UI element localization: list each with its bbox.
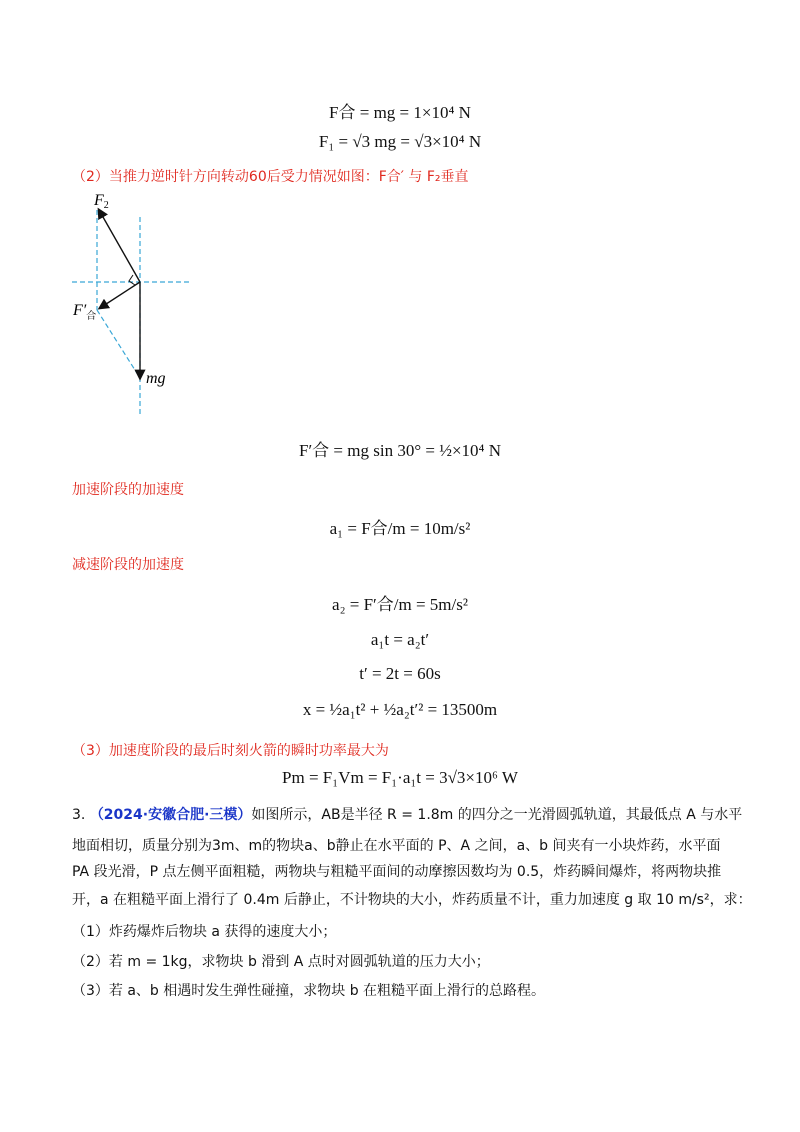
arrow-f2 [99,210,140,282]
part3-heading: （3）加速度阶段的最后时刻火箭的瞬时功率最大为 [72,743,389,759]
equation-f1: F₁ = √3 mg = √3×10⁴ N [318,132,482,151]
equation-time: t′ = 2t = 60s [359,664,441,683]
problem-line-4: 开，a 在粗糙平面上滑行了 0.4m 后静止，不计物块的大小，炸药质量不计，重力加速度 g 取 10 m/s²，求： [72,892,752,908]
equation-net-force: F合 = mg = 1×10⁴ N [329,103,471,122]
dash-diagonal [97,310,140,378]
question-1: （1）炸药爆炸后物块 a 获得的速度大小； [72,924,337,940]
equation-f-net-prime: F′合 = mg sin 30° = ½×10⁴ N [299,441,501,460]
equation-velocity-balance: a₁t = a₂t′ [370,630,430,649]
problem-line-2: 地面相切，质量分别为3m、m的物块a、b静止在水平面的 P、A 之间，a、b 间夹有一小块炸药，水平面 [72,838,721,854]
arrow-f-net-prime [100,282,140,308]
label-f-net-prime: $F'_合$ [73,302,97,322]
label-f2: F2 [94,192,109,211]
problem-line-1 [72,804,742,824]
equation-distance: x = ½a₁t² + ½a₂t′² = 13500m [302,700,498,719]
question-3: （3）若 a、b 相遇时发生弹性碰撞，求物块 b 在粗糙平面上滑行的总路程。 [72,983,546,999]
equation-power: Pm = F₁Vm = F₁·a₁t = 3√3×10⁶ W [282,768,518,787]
problem-number: 3. [72,807,86,823]
problem-text-1: 如图所示，AB是半径 R = 1.8m 的四分之一光滑圆弧轨道，其最低点 A 与水平 [251,807,743,823]
accel-heading: 加速阶段的加速度 [72,482,184,498]
problem-source: （2024·安徽合肥·三模） [89,807,252,823]
label-mg: mg [146,370,166,387]
question-2: （2）若 m = 1kg，求物块 b 滑到 A 点时对圆弧轨道的压力大小； [72,954,490,970]
equation-a1: a₁ = F合/m = 10m/s² [329,519,471,538]
equation-a2: a₂ = F′合/m = 5m/s² [332,595,468,614]
part2-heading: （2）当推力逆时针方向转动60后受力情况如图：F合′ 与 F₂垂直 [72,169,469,185]
decel-heading: 减速阶段的加速度 [72,557,184,573]
force-diagram [60,185,210,420]
right-angle-marker [129,275,135,285]
problem-line-3: PA 段光滑，P 点左侧平面粗糙，两物块与粗糙平面间的动摩擦因数均为 0.5，炸药瞬间爆炸，将两物块推 [72,864,722,880]
